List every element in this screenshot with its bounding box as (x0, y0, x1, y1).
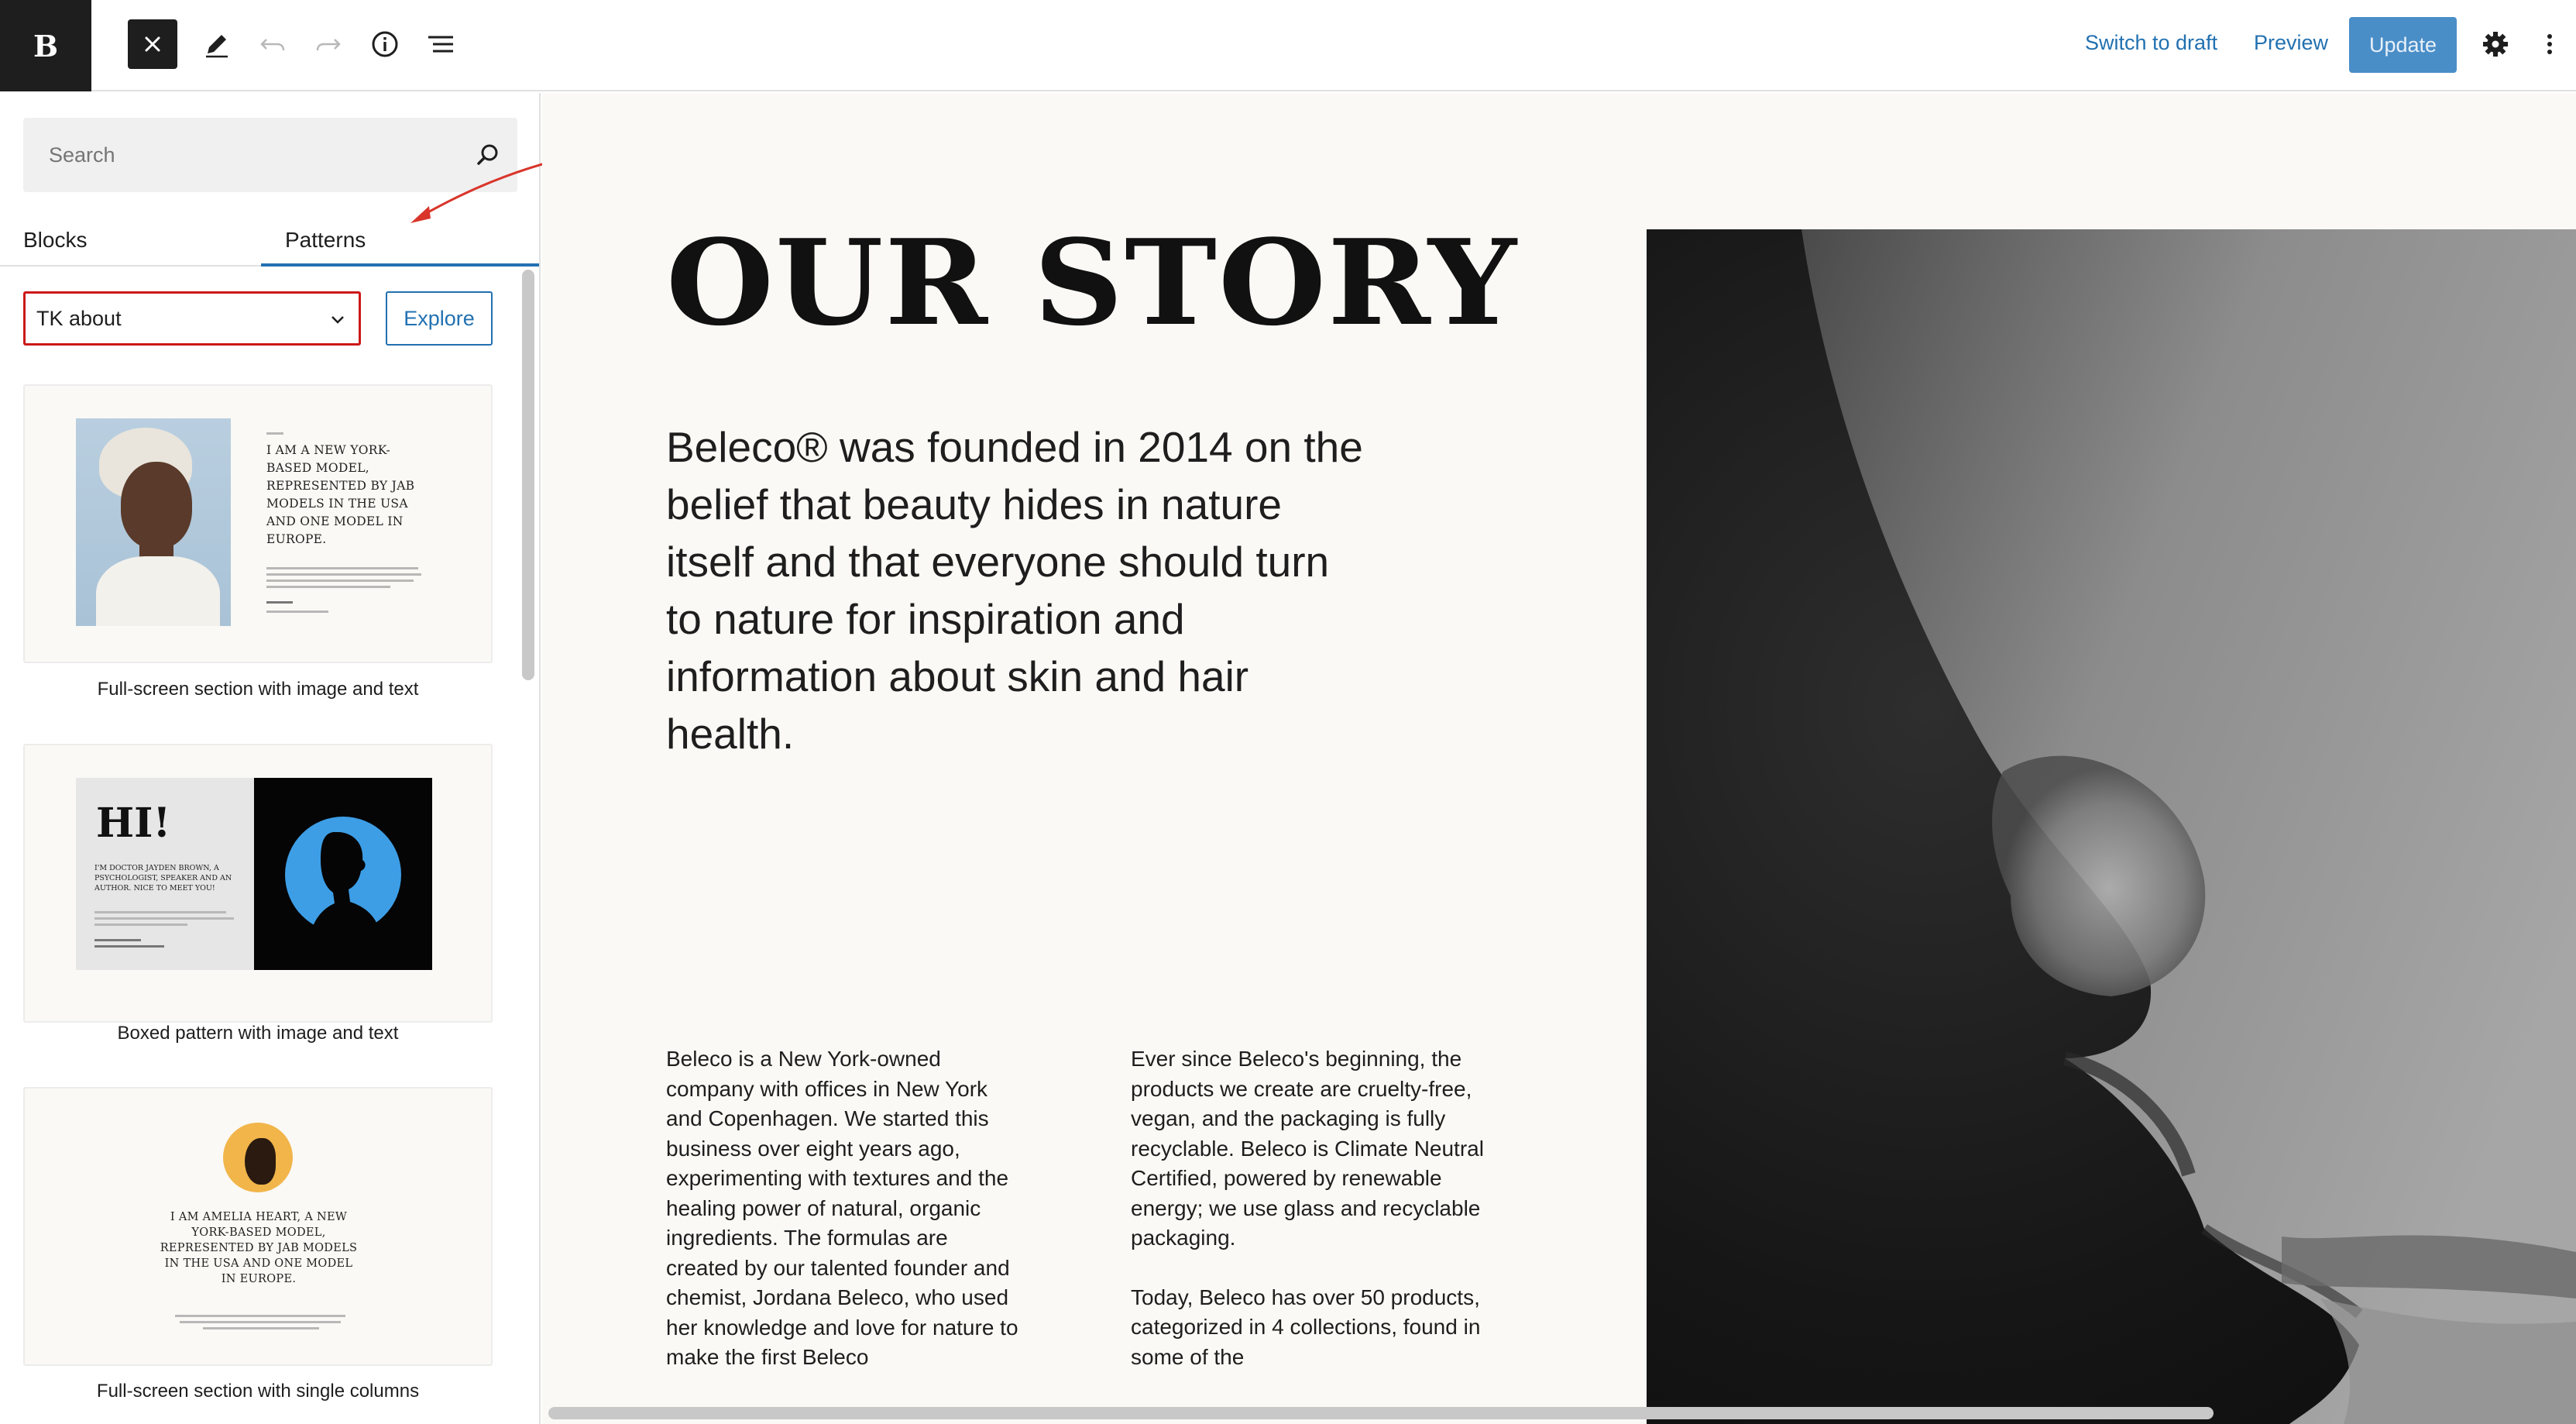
tab-patterns[interactable]: Patterns (285, 228, 366, 252)
pattern-label: Full-screen section with image and text (97, 679, 419, 700)
pattern-category-value: TK about (36, 306, 122, 330)
info-icon (369, 29, 400, 60)
editor-canvas (542, 93, 2576, 1424)
body-column-left[interactable] (666, 1044, 1022, 1373)
search-box (23, 118, 517, 192)
update-button[interactable]: Update (2349, 17, 2457, 73)
pattern-preview-full-screen-image-text[interactable] (23, 384, 493, 663)
pattern-preview-full-screen-single-columns[interactable] (23, 1087, 493, 1366)
body-paragraph[interactable]: Today, Beleco has over 50 products, categorized in 4 collections, found in some of the (1131, 1285, 1481, 1369)
pattern-thumbnail-image (254, 778, 432, 970)
site-logo[interactable]: B (0, 0, 91, 91)
pattern-category-select[interactable] (23, 291, 361, 346)
body-paragraph[interactable]: Beleco is a New York-owned company with offices in New York and Copenhagen. We started this business over eight years ago, experimenting with textures and the healing power of natural, organic ingredients. The formulas are created by our talented founder and chemist, Jordana Beleco, who used her knowledge and love for nature to make the first Beleco (666, 1047, 1018, 1369)
tab-blocks[interactable]: Blocks (23, 228, 88, 252)
tools-button[interactable] (192, 19, 242, 69)
body-column-right[interactable] (1131, 1044, 1487, 1372)
pattern-thumbnail-title: HI! (96, 800, 171, 847)
pattern-thumbnail-title: I AM AMELIA HEART, A NEW YORK-BASED MODEL, REPRESENTED BY JAB MODELS IN THE USA AND ONE MODEL IN EUROPE. (160, 1211, 358, 1285)
pattern-thumbnail-portrait (76, 418, 231, 626)
gear-icon (2480, 29, 2511, 60)
hero-image[interactable] (1647, 229, 2576, 1424)
pattern-thumbnail-subtitle: I'M DOCTOR JAYDEN BROWN, A PSYCHOLOGIST, SPEAKER AND AN AUTHOR. NICE TO MEET YOU! (94, 864, 232, 893)
pattern-thumbnail-title: I AM A NEW YORK-BASED MODEL, REPRESENTED BY JAB MODELS IN THE USA AND ONE MODEL IN EUROPE. (266, 443, 415, 546)
details-button[interactable] (360, 19, 410, 69)
top-toolbar (0, 0, 2576, 91)
redo-button[interactable] (304, 19, 353, 69)
canvas-horizontal-scrollbar[interactable] (548, 1407, 2214, 1419)
sidebar-scrollbar[interactable] (522, 270, 534, 680)
active-tab-indicator (261, 263, 541, 267)
pattern-label: Full-screen section with single columns (96, 1381, 420, 1402)
search-icon[interactable] (472, 139, 503, 170)
close-inserter-button[interactable] (128, 19, 177, 69)
intro-paragraph[interactable]: Beleco® was founded in 2014 on the belief that beauty hides in nature itself and that everyone should turn to nature for inspiration and information about skin and hair health. (666, 423, 1363, 758)
settings-button[interactable] (2471, 19, 2520, 69)
list-view-button[interactable] (416, 19, 465, 69)
page-heading[interactable]: OUR STORY (666, 213, 1519, 352)
search-input[interactable] (23, 118, 457, 192)
undo-icon (257, 29, 288, 60)
block-inserter-panel (0, 93, 541, 1424)
chevron-down-icon (329, 311, 346, 328)
switch-to-draft-button[interactable]: Switch to draft (2085, 31, 2218, 54)
options-button[interactable] (2531, 19, 2568, 69)
explore-button[interactable]: Explore (386, 291, 493, 346)
pattern-preview-boxed-image-text[interactable] (23, 744, 493, 1023)
preview-button[interactable]: Preview (2254, 31, 2329, 54)
pen-icon (201, 29, 232, 60)
undo-button[interactable] (248, 19, 297, 69)
redo-icon (313, 29, 344, 60)
pattern-thumbnail-avatar (223, 1123, 293, 1192)
pattern-label: Boxed pattern with image and text (117, 1023, 399, 1044)
list-view-icon (425, 29, 456, 60)
close-icon (142, 33, 163, 55)
pattern-thumbnail-text-panel (76, 778, 254, 970)
more-vertical-icon (2542, 29, 2557, 60)
body-paragraph[interactable]: Ever since Beleco's beginning, the products we create are cruelty-free, vegan, and the packaging is fully recyclable. Beleco is Climate Neutral Certified, powered by renewable energy; we use glass and recyclable packaging. (1131, 1047, 1484, 1250)
